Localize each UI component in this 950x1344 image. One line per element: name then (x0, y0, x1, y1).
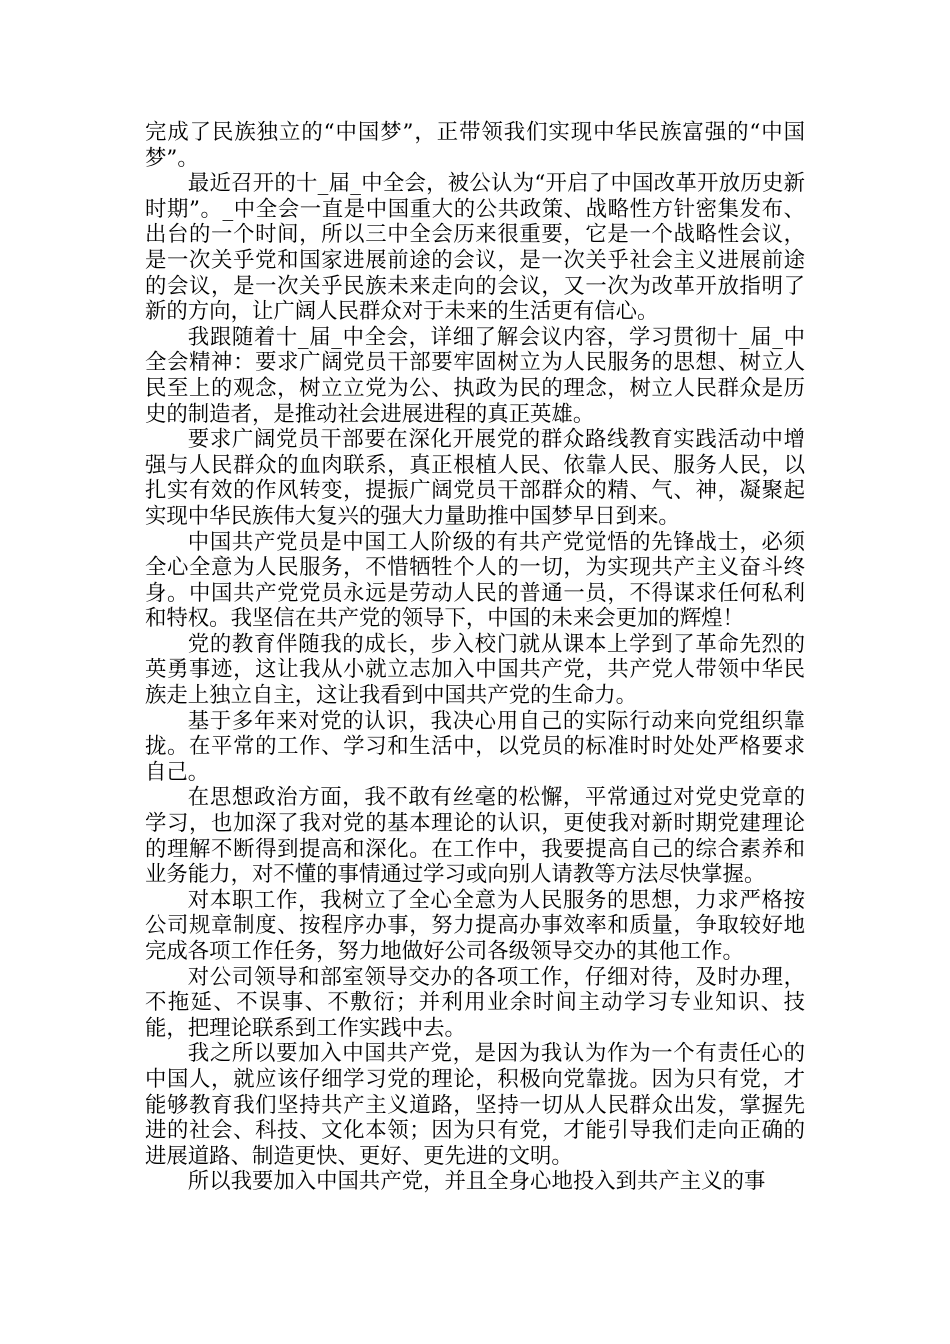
paragraph-2: 最近召开的十_届_中全会，被公认为“开启了中国改革开放历史新时期”。_中全会一直是中国重大的公共政策、战略性方针密集发布、出台的一个时间，所以三中全会历来很重要，它是一个战略性会议，是一次关乎党和国家进展前途的会议，是一次关乎社会主义进展前途的会议，是一次关乎民族未来走向的会议，又一次为改革开放指明了新的方向，让广阔人民群众对于未来的生活更有信心。 (145, 171, 805, 325)
paragraph-12: 所以我要加入中国共产党，并且全身心地投入到共产主义的事 (187, 1169, 766, 1195)
paragraph-6: 党的教育伴随我的成长，步入校门就从课本上学到了革命先烈的英勇事迹，这让我从小就立志加入中国共产党，共产党人带领中华民族走上独立自主，这让我看到中国共产党的生命力。 (145, 631, 805, 709)
paragraph-5: 中国共产党员是中国工人阶级的有共产党觉悟的先锋战士，必须全心全意为人民服务，不惜牺牲个人的一切，为实现共产主义奋斗终身。中国共产党党员永远是劳动人民的普通一员，不得谋求任何私利和特权。我坚信在共产党的领导下，中国的未来会更加的辉煌！ (145, 529, 805, 632)
paragraph-1: 完成了民族独立的“中国梦”，正带领我们实现中华民族富强的“中国梦”。 (145, 120, 805, 171)
paragraph-9: 对本职工作，我树立了全心全意为人民服务的思想，力求严格按公司规章制度、按程序办事，努力提高办事效率和质量，争取较好地完成各项工作任务，努力地做好公司各级领导交办的其他工作。 (145, 887, 805, 964)
paragraph-10: 对公司领导和部室领导交办的各项工作，仔细对待，及时办理，不拖延、不误事、不敷衍；并利用业余时间主动学习专业知识、技能，把理论联系到工作实践中去。 (145, 964, 805, 1041)
paragraph-3: 我跟随着十_届_中全会，详细了解会议内容，学习贯彻十_届_中全会精神：要求广阔党员干部要牢固树立为人民服务的思想、树立人民至上的观念，树立立党为公、执政为民的理念，树立人民群众是历史的制造者，是推动社会进展进程的真正英雄。 (145, 324, 805, 427)
document-body (145, 120, 805, 1195)
paragraph-11: 我之所以要加入中国共产党，是因为我认为作为一个有责任心的中国人，就应该仔细学习党的理论，积极向党靠拢。因为只有党，才能够教育我们坚持共产主义道路，坚持一切从人民群众出发，掌握先进的社会、科技、文化本领；因为只有党，才能引导我们走向正确的进展道路、制造更快、更好、更先进的文明。 (145, 1041, 805, 1169)
paragraph-7: 基于多年来对党的认识，我决心用自己的实际行动来向党组织靠拢。在平常的工作、学习和生活中，以党员的标准时时处处严格要求自己。 (145, 708, 805, 785)
paragraph-4: 要求广阔党员干部要在深化开展党的群众路线教育实践活动中增强与人民群众的血肉联系，真正根植人民、依靠人民、服务人民，以扎实有效的作风转变，提振广阔党员干部群众的精、气、神，凝聚起实现中华民族伟大复兴的强大力量助推中国梦早日到来。 (145, 427, 805, 529)
paragraph-8: 在思想政治方面，我不敢有丝毫的松懈，平常通过对党史党章的学习，也加深了我对党的基本理论的认识，更使我对新时期党建理论的理解不断得到提高和深化。在工作中，我要提高自己的综合素养和业务能力，对不懂的事情通过学习或向别人请教等方法尽快掌握。 (145, 785, 805, 888)
